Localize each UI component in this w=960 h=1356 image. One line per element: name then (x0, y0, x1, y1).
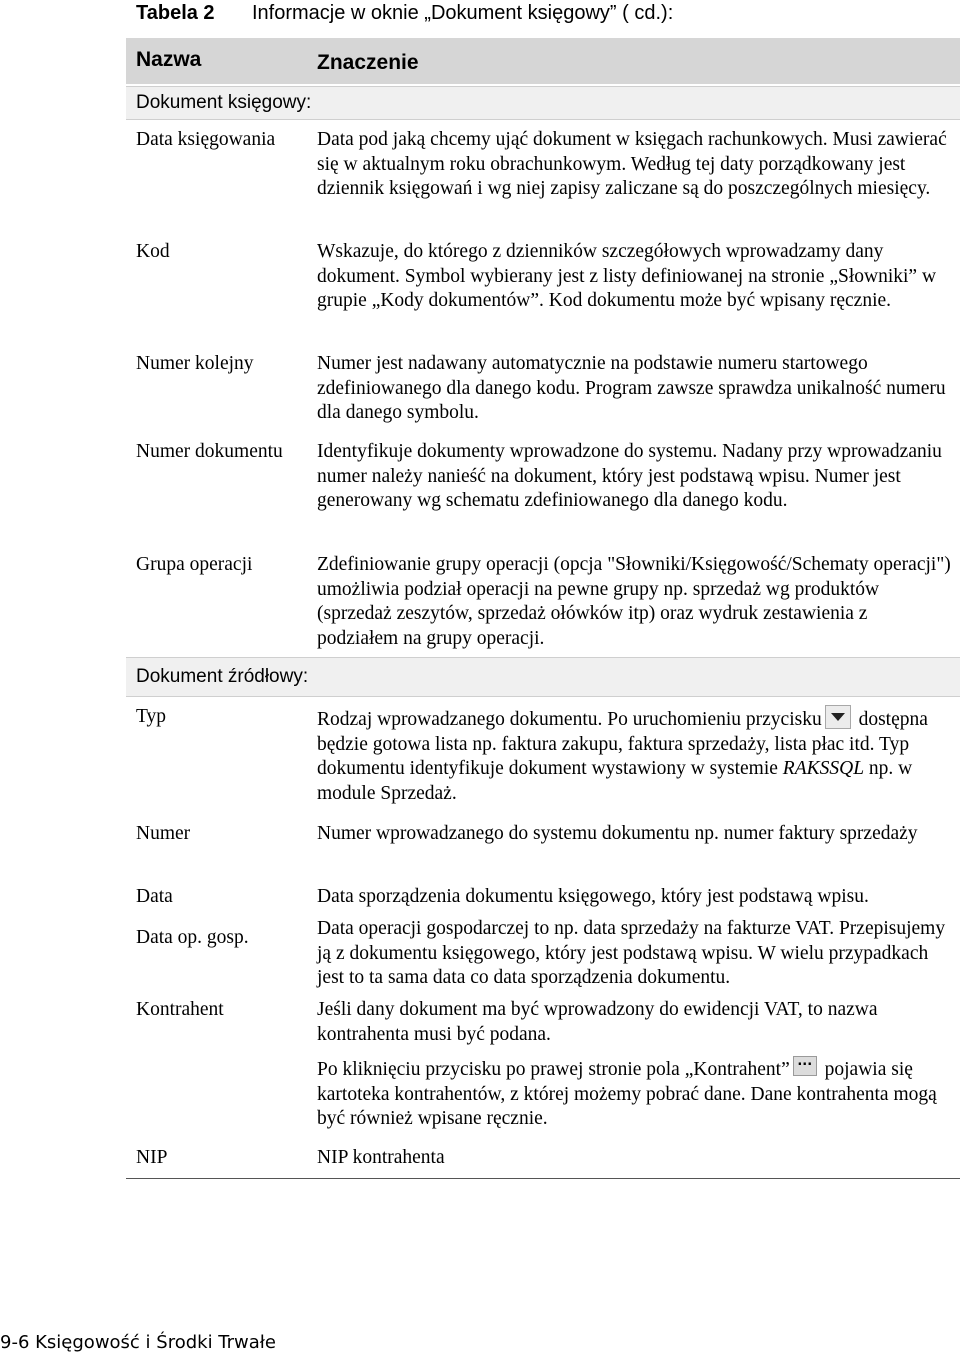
desc-nip: NIP kontrahenta (317, 1147, 445, 1168)
desc-grupa-operacji: Zdefiniowanie grupy operacji (opcja "Słowniki/Księgowość/Schematy operacji") umożliwia podział operacji na pewne grupy np. sprzedaż wg produktów (sprzedaż zeszytów, sprzedaż ołówków itp) oraz wydruk zestawienia z podziałem na grupy operacji. (317, 554, 951, 649)
table-title: Informacje w oknie „Dokument księgowy” ( cd.): (252, 1, 674, 24)
desc-typ-system-name: RAKSSQL (782, 758, 865, 780)
desc-kontrahent-1: Jeśli dany dokument ma być wprowadzony do ewidencji VAT, to nazwa kontrahenta musi być podana. (317, 999, 878, 1045)
page-footer: 9-6 Księgowość i Środki Trwałe (0, 1332, 276, 1353)
term-data: Data (136, 886, 173, 907)
table-number: Tabela 2 (136, 1, 215, 24)
desc-kod: Wskazuje, do którego z dzienników szczegółowych wprowadzamy dany dokument. Symbol wybierany jest z listy definiowanej na stronie „Słowniki” w grupie „Kody dokumentów”. Kod dokumentu może być wpisany ręcznie. (317, 241, 937, 312)
term-numer-dokumentu: Numer dokumentu (136, 441, 283, 462)
desc-numer: Numer wprowadzanego do systemu dokumentu np. numer faktury sprzedaży (317, 823, 918, 844)
desc-numer-kolejny: Numer jest nadawany automatycznie na podstawie numeru startowego zdefiniowanego dla danego kodu. Program zawsze sprawdza unikalność numeru dla danego symbolu. (317, 353, 946, 424)
desc-numer-dokumentu: Identyfikuje dokumenty wprowadzone do systemu. Nadany przy wprowadzaniu numer należy nanieść na dokument, który jest podstawą wpisu. Numer jest generowany wg schematu zdefiniowanego dla danego kodu. (317, 441, 942, 512)
term-grupa-operacji: Grupa operacji (136, 554, 253, 575)
term-kod: Kod (136, 241, 170, 262)
desc-kontrahent-2 (317, 1053, 953, 1132)
term-data-ksiegowania: Data księgowania (136, 129, 276, 150)
section-dokument-zrodlowy: Dokument źródłowy: (126, 657, 960, 697)
table-bottom-rule (126, 1178, 960, 1179)
table-header (126, 38, 960, 84)
desc-kontrahent-2-part1: Po kliknięciu przycisku po prawej stronie pola „Kontrahent” (317, 1059, 790, 1080)
desc-data: Data sporządzenia dokumentu księgowego, który jest podstawą wpisu. (317, 886, 869, 907)
desc-typ-part3: np. w module Sprzedaż. (317, 758, 913, 804)
desc-typ-part2: dostępna będzie gotowa lista np. faktura zakupu, faktura sprzedaży, lista płac itd. Typ dokumentu identyfikuje dokument wystawiony w systemie (317, 709, 928, 780)
header-name: Nazwa (136, 48, 202, 71)
term-numer: Numer (136, 823, 191, 844)
desc-data-op-gosp: Data operacji gospodarczej to np. data sprzedaży na fakturze VAT. Przepisujemy ją z dokumentu księgowego, który jest podstawą wpisu. W wielu przypadkach jest to ta sama data co data sporządzenia dokumentu. (317, 918, 946, 989)
desc-typ (317, 708, 953, 806)
term-numer-kolejny: Numer kolejny (136, 353, 254, 374)
header-meaning: Znaczenie (317, 51, 419, 74)
term-nip: NIP (136, 1147, 168, 1168)
ellipsis-button-icon: ... (793, 1056, 817, 1076)
desc-typ-part1: Rodzaj wprowadzanego dokumentu. Po uruchomieniu przycisku (317, 709, 822, 730)
term-kontrahent: Kontrahent (136, 999, 224, 1020)
term-typ: Typ (136, 706, 167, 727)
table-caption (136, 0, 673, 26)
desc-data-ksiegowania: Data pod jaką chcemy ująć dokument w księgach rachunkowych. Musi zawierać się w aktualnym roku obrachunkowym. Według tej daty porządkowany jest dziennik księgowań i wg niej zapisy zaliczane są do poszczególnych miesięcy. (317, 129, 947, 200)
section-dokument-ksiegowy: Dokument księgowy: (126, 86, 960, 120)
term-data-op-gosp: Data op. gosp. (136, 927, 249, 948)
dropdown-arrow-icon (825, 705, 851, 729)
desc-kontrahent-2-part2: pojawia się kartoteka kontrahentów, z której możemy pobrać dane. Dane kontrahenta mogą być również wpisane ręcznie. (317, 1059, 937, 1130)
